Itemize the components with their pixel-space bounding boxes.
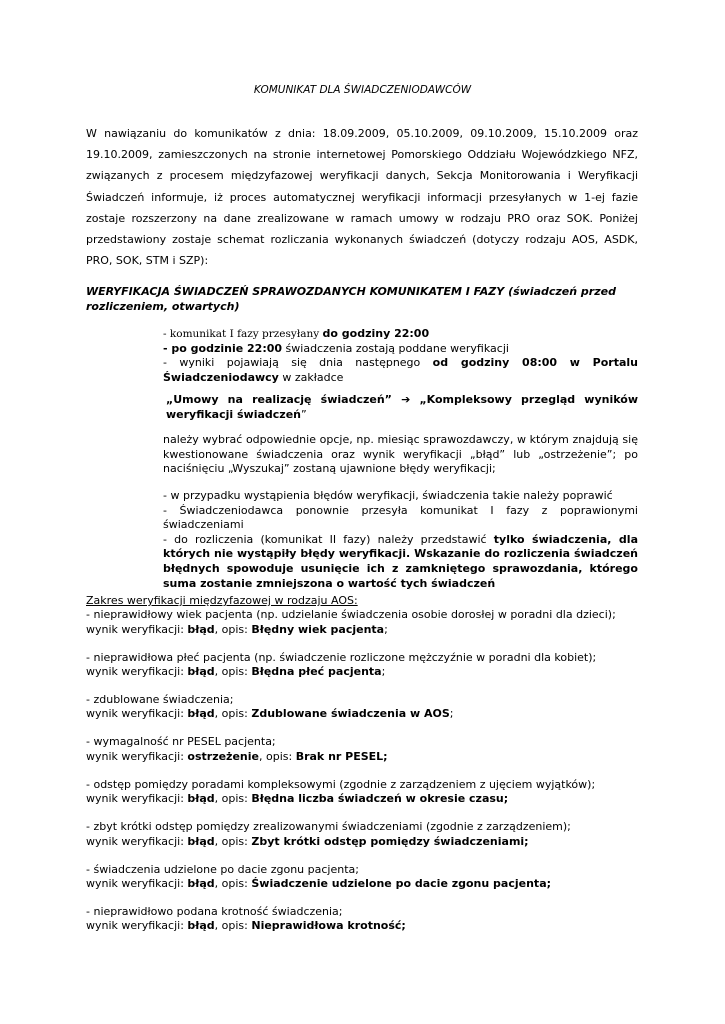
rule-item (86, 863, 646, 892)
step-1: - komunikat I fazy przesyłany do godziny 22:00 (163, 327, 430, 340)
rule-result: wynik weryfikacji: błąd, opis: Zdublowane świadczenia w AOS; (86, 707, 454, 721)
result-opis: Zdublowane świadczenia w AOS (251, 707, 450, 721)
result-opis: Błędny wiek pacjenta (251, 622, 385, 636)
step-3: - wyniki pojawiają się dnia następnego od godziny 08:00 w Portalu Świadczeniodawcy w zakładce (163, 356, 638, 384)
rule-description: - odstęp pomiędzy poradami kompleksowymi (zgodnie z zarządzeniem z ujęciem wyjątków); (86, 777, 596, 791)
action-3: - do rozliczenia (komunikat II fazy) należy przedstawić tylko świadczenia, dla których nie wystąpiły błędy weryfikacji. Wskazanie do rozliczenia świadczeń błędnych spowoduje usunięcie ich z zamkniętego sprawozdania, którego suma zostanie zmniejszona o wartość tych świadczeń (163, 532, 639, 590)
result-status: błąd (187, 707, 215, 721)
result-status: błąd (187, 919, 215, 933)
intro-paragraph: W nawiązaniu do komunikatów z dnia: 18.09.2009, 05.10.2009, 09.10.2009, 15.10.2009 oraz 19.10.2009, zamieszczonych na stronie internetowej Pomorskiego Oddziału Wojewódzkiego NFZ, związanych z procesem międzyfazowej weryfikacji danych, Sekcja Monitorowania i Weryfikacji Świadczeń informuje, iż proces automatycznej weryfikacji informacji przesyłanych w 1-ej fazie zostaje rozszerzony na dane zrealizowane w ramach umowy w rodzaju PRO oraz SOK. Poniżej przedstawiony zostaje schemat rozliczania wykonanych świadczeń (dotyczy rodzaju AOS, ASDK, PRO, SOK, STM i SZP): (86, 127, 638, 268)
steps-block (163, 327, 638, 385)
tab-przeglad: Kompleksowy przegląd wyników weryfikacji świadczeń (166, 393, 638, 421)
rule-item (86, 778, 646, 807)
rule-result: wynik weryfikacji: błąd, opis: Błędna płeć pacjenta; (86, 664, 386, 678)
actions-block (163, 489, 638, 591)
result-status: błąd (187, 622, 215, 636)
rule-result: wynik weryfikacji: ostrzeżenie, opis: Brak nr PESEL; (86, 749, 388, 763)
rule-item (86, 735, 646, 764)
result-status: błąd (187, 834, 215, 848)
result-opis: Brak nr PESEL; (295, 749, 388, 763)
rule-description: - zdublowane świadczenia; (86, 693, 234, 707)
rule-result: wynik weryfikacji: błąd, opis: Zbyt krótki odstęp pomiędzy świadczeniami; (86, 834, 529, 848)
rule-result: wynik weryfikacji: błąd, opis: Błędny wiek pacjenta; (86, 622, 388, 636)
rule-description: - wymagalność nr PESEL pacjenta; (86, 735, 276, 749)
section-heading: WERYFIKACJA ŚWIADCZEŃ SPRAWOZDANYCH KOMUNIKATEM I FAZY (świadczeń przed rozliczeniem, otwartych) (86, 285, 616, 313)
action-1: - w przypadku wystąpienia błędów weryfikacji, świadczenia takie należy poprawić (163, 489, 613, 502)
arrow-right-icon: ➔ (401, 393, 411, 406)
rule-description: - zbyt krótki odstęp pomiędzy zrealizowanymi świadczeniami (zgodnie z zarządzeniem); (86, 820, 571, 834)
result-status: błąd (187, 876, 215, 890)
rule-item (86, 608, 646, 637)
rule-item (86, 651, 646, 680)
step-2: - po godzinie 22:00 świadczenia zostają poddane weryfikacji (163, 341, 509, 355)
result-opis: Błędna liczba świadczeń w okresie czasu; (251, 792, 509, 806)
rule-result: wynik weryfikacji: błąd, opis: Nieprawidłowa krotność; (86, 919, 406, 933)
rule-description: - nieprawidłowy wiek pacjenta (np. udzielanie świadczenia osobie dorosłej w poradni dla dzieci); (86, 608, 616, 622)
rule-description: - świadczenia udzielone po dacie zgonu pacjenta; (86, 862, 359, 876)
verification-scope (86, 594, 646, 947)
rules-list (86, 608, 646, 933)
document-title: KOMUNIKAT DLA ŚWIADCZENIODAWCÓW (253, 84, 472, 96)
result-opis: Błędna płeć pacjenta (251, 664, 382, 678)
rule-result: wynik weryfikacji: błąd, opis: Świadczenie udzielone po dacie zgonu pacjenta; (86, 876, 552, 890)
scope-heading: Zakres weryfikacji międzyfazowej w rodzaju AOS: (86, 594, 358, 607)
action-2: - Świadczeniodawca ponownie przesyła komunikat I fazy z poprawionymi świadczeniami (163, 503, 638, 532)
result-status: ostrzeżenie (187, 749, 259, 763)
rule-item (86, 693, 646, 722)
result-status: błąd (187, 792, 215, 806)
rule-item (86, 820, 646, 849)
tab-umowy: Umowy na realizację świadczeń (173, 393, 385, 406)
rule-result: wynik weryfikacji: błąd, opis: Błędna liczba świadczeń w okresie czasu; (86, 792, 509, 806)
result-status: błąd (187, 664, 215, 678)
result-opis: Nieprawidłowa krotność; (251, 919, 406, 933)
result-opis: Świadczenie udzielone po dacie zgonu pacjenta; (251, 876, 552, 890)
result-opis: Zbyt krótki odstęp pomiędzy świadczeniami; (251, 834, 529, 848)
rule-item (86, 905, 646, 934)
portal-tabs-path: „Umowy na realizację świadczeń” ➔ „Kompleksowy przegląd wyników weryfikacji świadczeń” (166, 393, 638, 421)
options-paragraph: należy wybrać odpowiednie opcje, np. miesiąc sprawozdawczy, w którym znajdują się kwestionowane świadczenia oraz wynik weryfikacji „błąd” lub „ostrzeżenie”; po naciśnięciu „Wyszukaj” zostaną ujawnione błędy weryfikacji; (163, 433, 638, 476)
rule-description: - nieprawidłowa płeć pacjenta (np. świadczenie rozliczone mężczyźnie w poradni dla kobiet); (86, 650, 597, 664)
rule-description: - nieprawidłowo podana krotność świadczenia; (86, 905, 343, 919)
